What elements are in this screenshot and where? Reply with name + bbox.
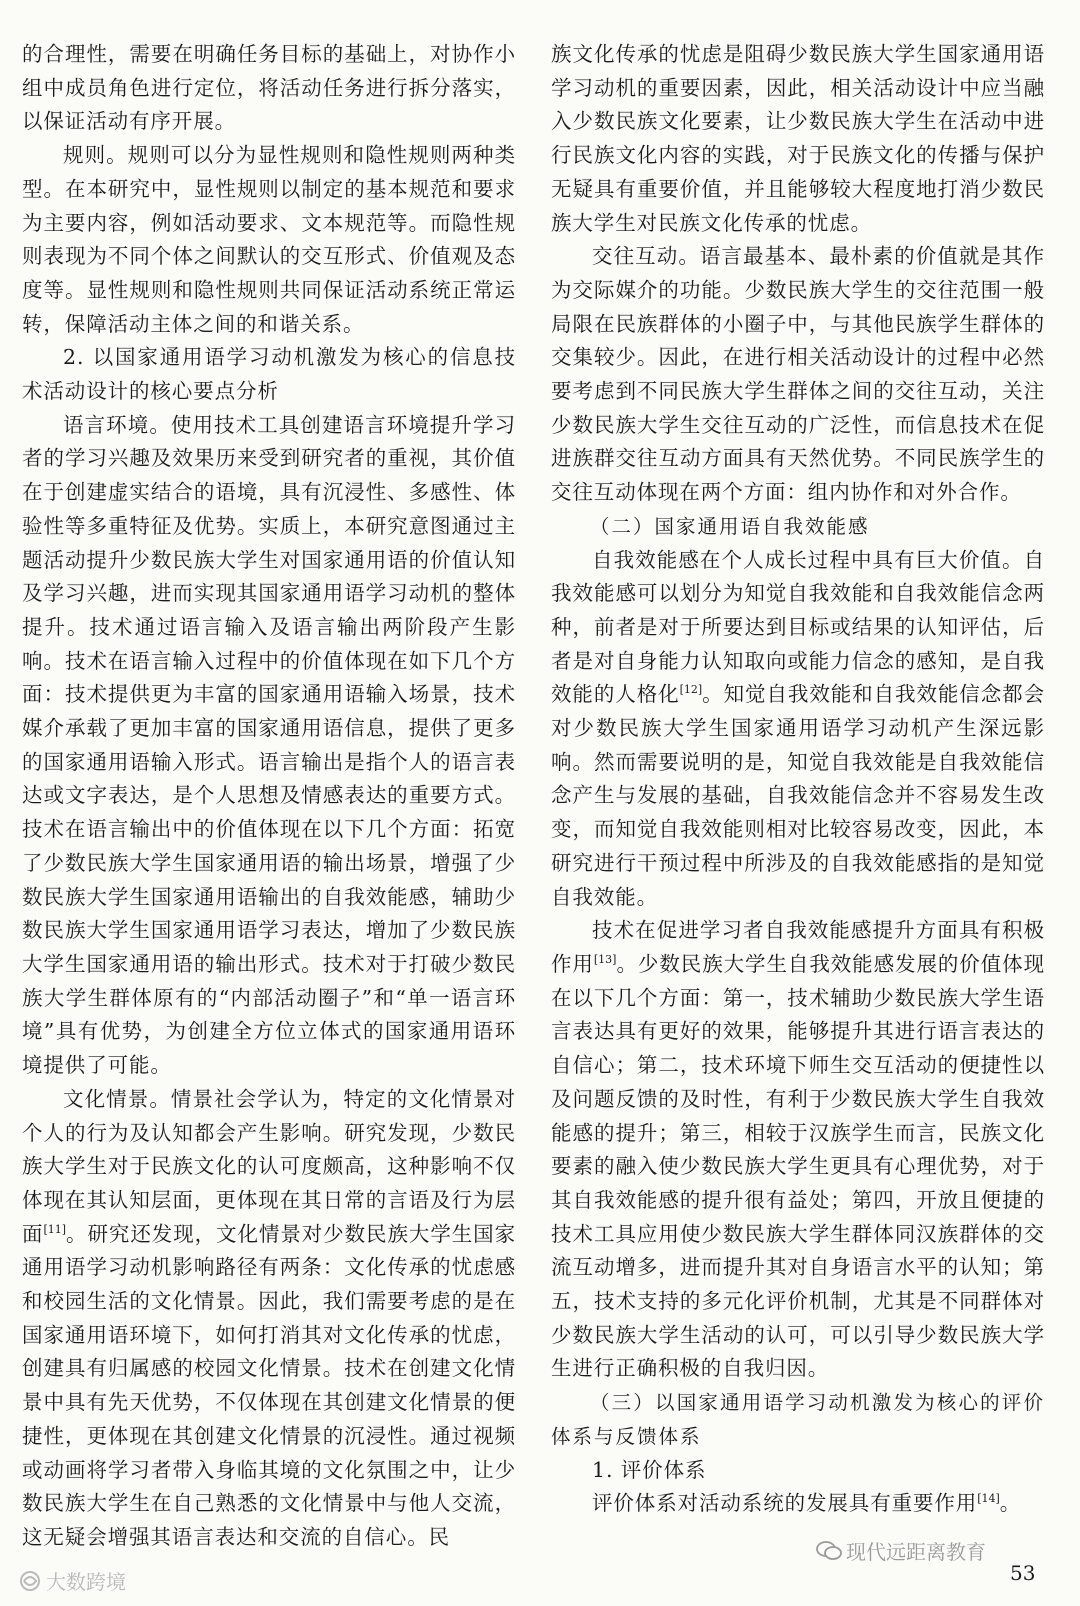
paragraph — [22, 1083, 516, 1555]
section-heading: （二）国家通用语自我效能感 — [590, 514, 870, 538]
paragraph: 族文化传承的忧虑是阻碍少数民族大学生国家通用语学习动机的重要因素，因此，相关活动设计中应当融入少数民族文化要素，让少数民族大学生在活动中进行民族文化内容的实践，对于民族文化的传播与保护无疑具有重要价值，并且能够较大程度地打消少数民族大学生对民族文化传承的忧虑。 — [551, 42, 1045, 235]
page-number: 53 — [1010, 1561, 1036, 1585]
paragraph: 语言环境。使用技术工具创建语言环境提升学习者的学习兴趣及效果历来受到研究者的重视，其价值在于创建虚实结合的语境，具有沉浸性、多感性、体验性等多重特征及优势。实质上，本研究意图通过主题活动提升少数民族大学生对国家通用语的价值认知及学习兴趣，进而实现其国家通用语学习动机的整体提升。技术通过语言输入及语言输出两阶段产生影响。技术在语言输入过程中的价值体现在如下几个方面：技术提供更为丰富的国家通用语输入场景，技术媒介承载了更加丰富的国家通用语信息，提供了更多的国家通用语输入形式。语言输出是指个人的语言表达或文字表达，是个人思想及情感表达的重要方式。技术在语言输出中的价值体现在以下几个方面：拓宽了少数民族大学生国家通用语的输出场景，增强了少数民族大学生国家通用语输出的自我效能感，辅助少数民族大学生国家通用语学习表达，增加了少数民族大学生国家通用语的输出形式。技术对于打破少数民族大学生群体原有的“内部活动圈子”和“单一语言环境”具有优势，为创建全方位立体式的国家通用语环境提供了可能。 — [22, 412, 516, 1078]
paragraph: 交往互动。语言最基本、最朴素的价值就是其作为交际媒介的功能。少数民族大学生的交往范围一般局限在民族群体的小圈子中，与其他民族学生群体的交集较少。因此，在进行相关活动设计的过程中必然要考虑到不同民族大学生群体之间的交往互动，关注少数民族大学生交往互动的广泛性，而信息技术在促进族群交往互动方面具有天然优势。不同民族学生的交往互动体现在两个方面：组内协作和对外合作。 — [551, 244, 1045, 505]
citation-ref: [12] — [679, 683, 703, 697]
paragraph — [551, 914, 1045, 1386]
watermark-left — [18, 1566, 126, 1598]
paragraph — [551, 1487, 1045, 1521]
paragraph — [551, 544, 1045, 915]
paragraph-text: 。 — [999, 1491, 1022, 1516]
paragraph-text: 文化情景。情景社会学认为，特定的文化情景对个人的行为及认知都会产生影响。研究发现，少数民族大学生对于民族文化的认可度颇高，这种影响不仅体现在其认知层面，更体现在其日常的言语及行为层面 — [22, 1086, 516, 1246]
watermark-text: 现代远距离教育 — [846, 1540, 986, 1564]
section-heading: （三）以国家通用语学习动机激发为核心的评价体系与反馈体系 — [551, 1391, 1045, 1448]
left-column — [22, 38, 516, 1555]
paragraph-text: 自我效能感在个人成长过程中具有巨大价值。自我效能感可以划分为知觉自我效能和自我效能信念两种，前者是对于所要达到目标或结果的认知评估，后者是对自身能力认知取向或能力信念的感知，是自我效能的人格化 — [551, 547, 1045, 707]
subsection-heading: 1. 评价体系 — [592, 1457, 707, 1482]
right-column — [551, 38, 1045, 1521]
wechat-logo-icon — [816, 1540, 842, 1567]
paragraph-text: 。少数民族大学生自我效能感发展的价值体现在以下几个方面：第一，技术辅助少数民族大学生语言表达具有更好的效果，能够提升其进行语言表达的自信心；第二，技术环境下师生交互活动的便捷性以及问题反馈的及时性，有利于少数民族大学生自我效能感的提升；第三，相较于汉族学生而言，民族文化要素的融入使少数民族大学生更具有心理优势，对于其自我效能感的提升很有益处；第四，开放且便捷的技术工具应用使少数民族大学生群体同汉族群体的交流互动增多，进而提升其对自身语言水平的认知；第五，技术支持的多元化评价机制，尤其是不同群体对少数民族大学生活动的认可，可以引导少数民族大学生进行正确积极的自我归因。 — [551, 951, 1045, 1381]
citation-ref: [13] — [593, 953, 617, 967]
paragraph: 规则。规则可以分为显性规则和隐性规则两种类型。在本研究中，显性规则以制定的基本规范和要求为主要内容，例如活动要求、文本规范等。而隐性规则表现为不同个体之间默认的交互形式、价值观及态度等。显性规则和隐性规则共同保证活动系统正常运转，保障活动主体之间的和谐关系。 — [22, 143, 516, 336]
watermark-right — [816, 1536, 986, 1567]
watermark-text: 大数跨境 — [46, 1570, 126, 1594]
citation-ref: [14] — [977, 1492, 1000, 1506]
paragraph-text: 。研究还发现，文化情景对少数民族大学生国家通用语学习动机影响路径有两条：文化传承的忧虑感和校园生活的文化情景。因此，我们需要考虑的是在国家通用语环境下，如何打消其对文化传承的忧虑，创建具有归属感的校园文化情景。技术在创建文化情景中具有先天优势，不仅体现在其创建文化情景的便捷性，更体现在其创建文化情景的沉浸性。通过视频或动画将学习者带入身临其境的文化氛围之中，让少数民族大学生在自己熟悉的文化情景中与他人交流，这无疑会增强其语言表达和交流的自信心。民 — [22, 1221, 516, 1549]
paragraph-text: 技术在促进学习者自我效能感提升方面具有积极作用 — [551, 918, 1045, 976]
swirl-logo-icon — [18, 1569, 42, 1598]
citation-ref: [11] — [43, 1222, 67, 1236]
paragraph-text: 评价体系对活动系统的发展具有重要作用 — [592, 1491, 978, 1516]
paragraph: 的合理性，需要在明确任务目标的基础上，对协作小组中成员角色进行定位，将活动任务进行拆分落实，以保证活动有序开展。 — [22, 42, 516, 134]
section-heading: 2. 以国家通用语学习动机激发为核心的信息技术活动设计的核心要点分析 — [22, 345, 516, 404]
paragraph-text: 。知觉自我效能和自我效能信念都会对少数民族大学生国家通用语学习动机产生深远影响。然而需要说明的是，知觉自我效能是自我效能信念产生与发展的基础，自我效能信念并不容易发生改变，而知觉自我效能则相对比较容易改变，因此，本研究进行干预过程中所涉及的自我效能感指的是知觉自我效能。 — [551, 682, 1045, 909]
